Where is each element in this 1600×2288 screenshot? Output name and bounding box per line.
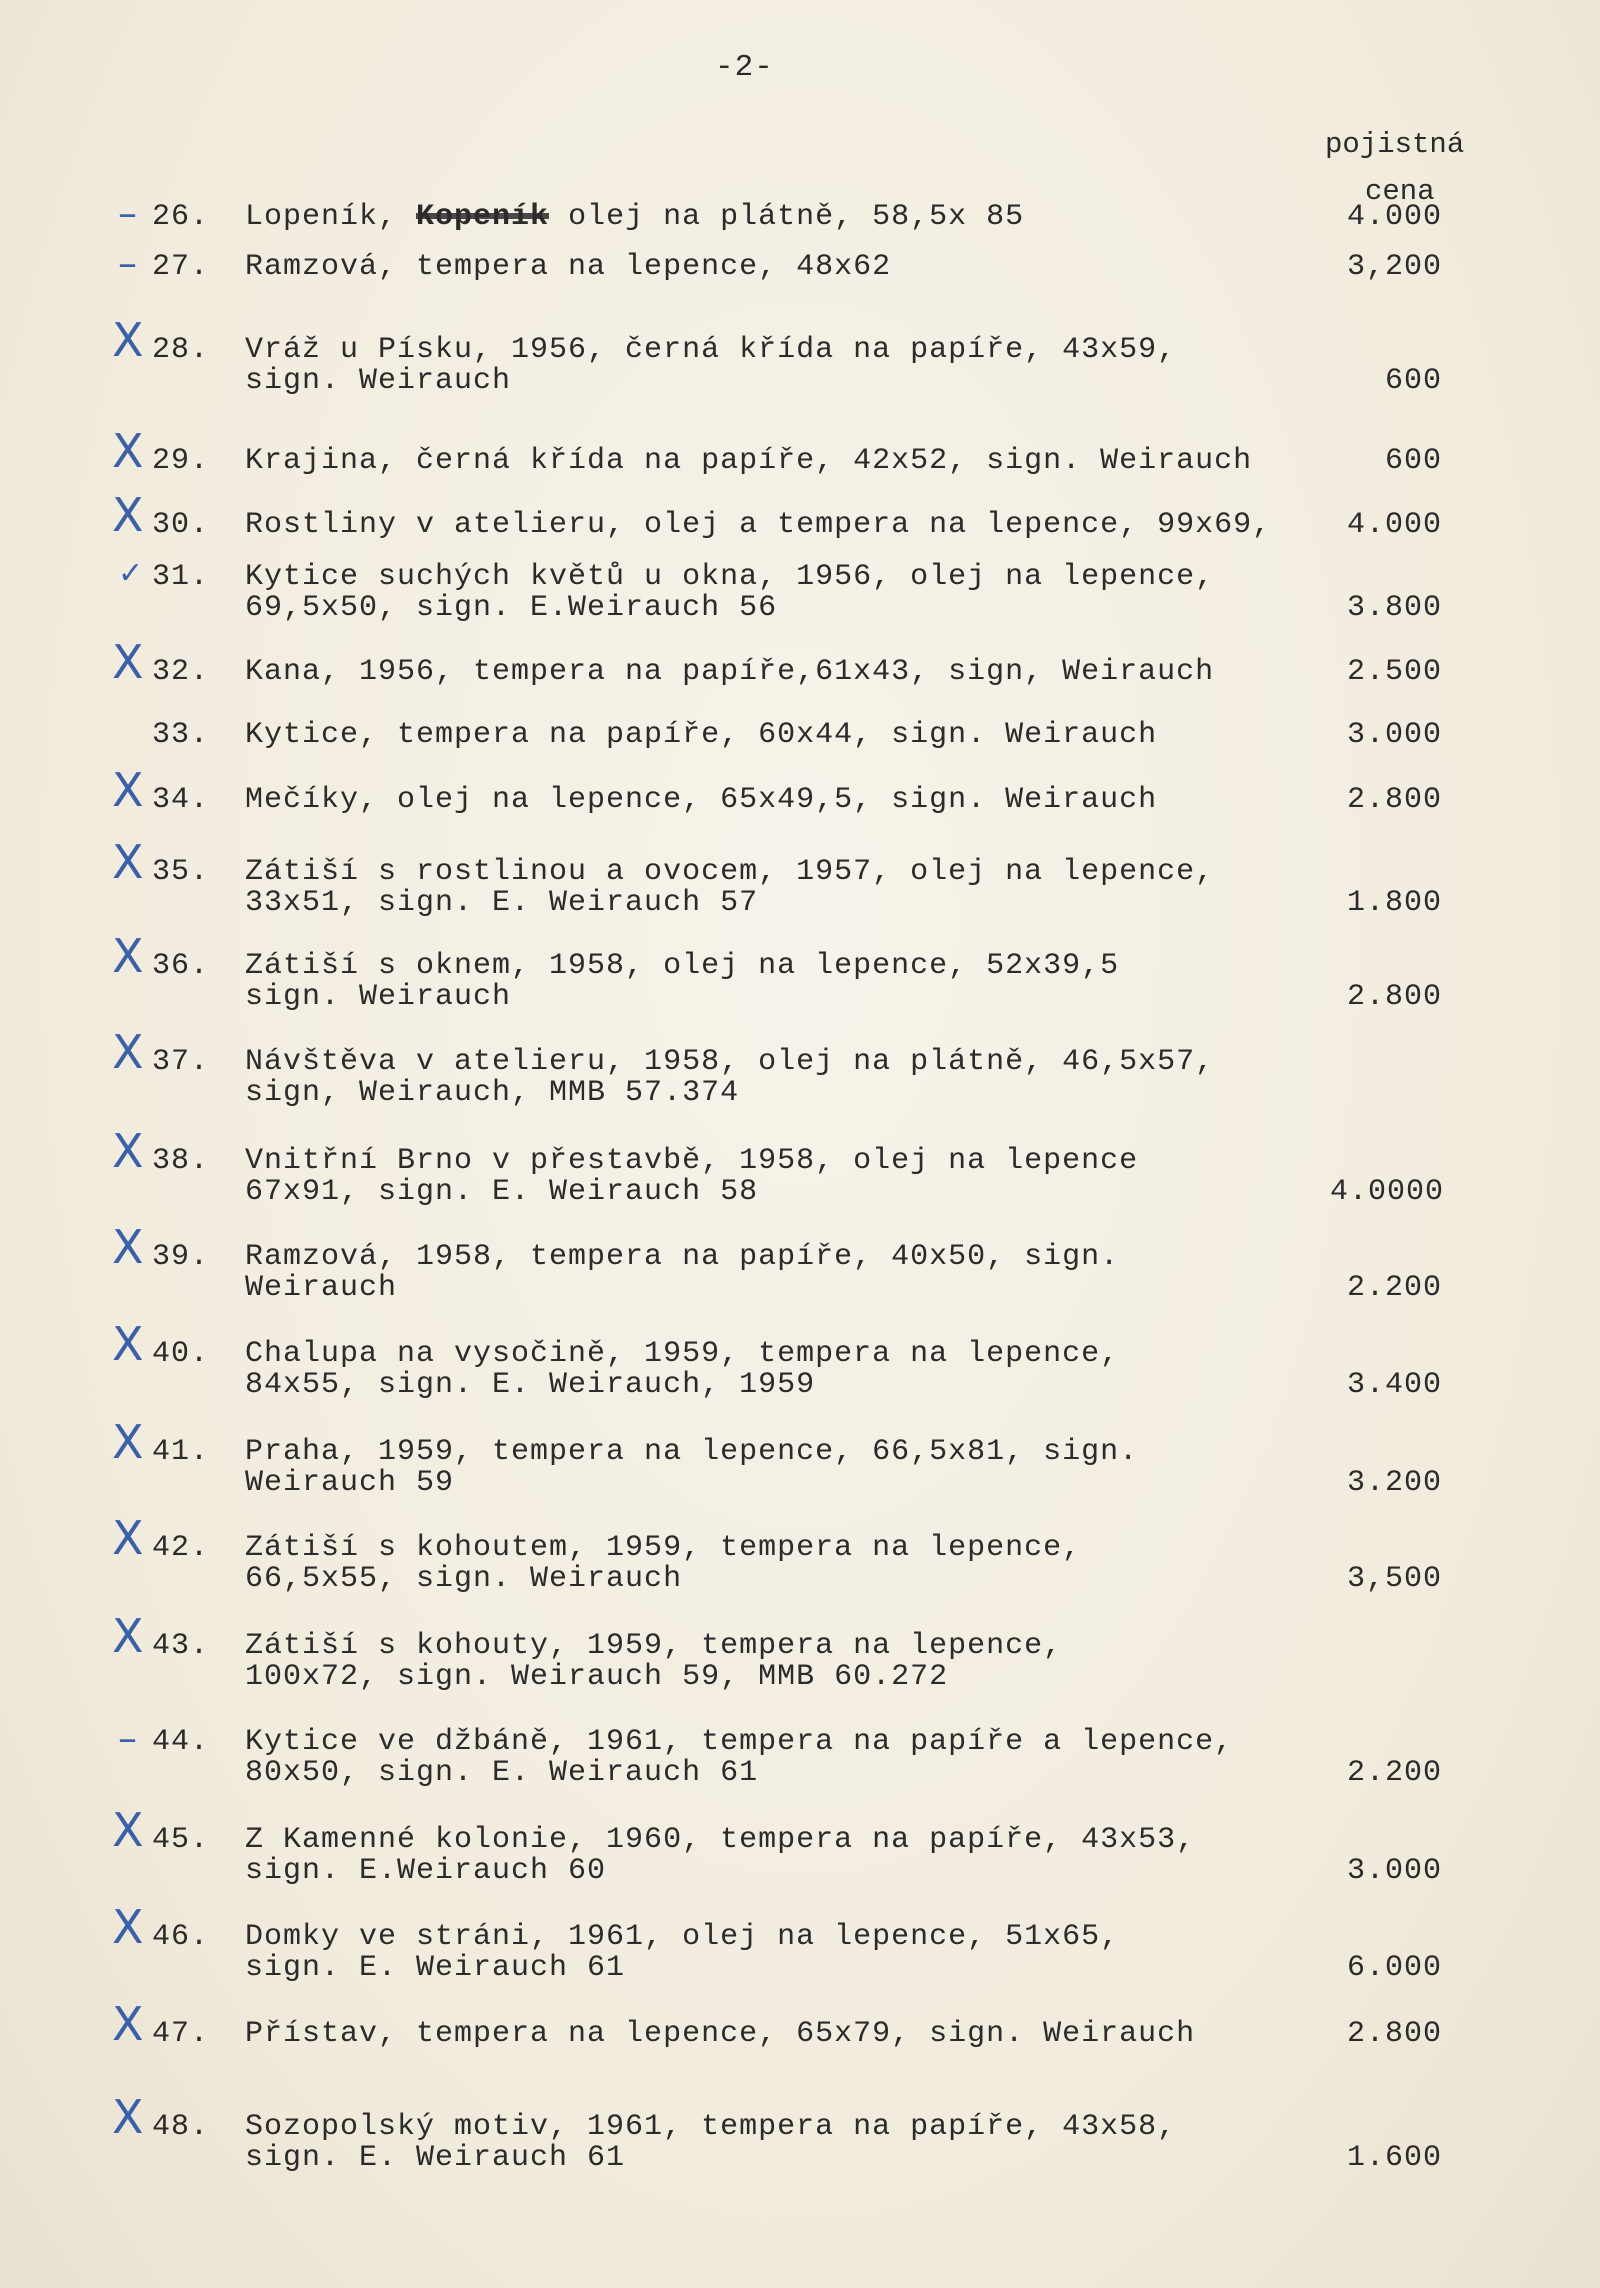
insurance-price: 2.800 [1346, 980, 1442, 1014]
item-number: 44. [152, 1725, 210, 1759]
insurance-price: 600 [1384, 444, 1442, 478]
handwritten-mark: X [112, 635, 145, 689]
item-number: 31. [152, 560, 210, 594]
item-number: 34. [152, 783, 210, 817]
item-number: 37. [152, 1045, 210, 1079]
description-line-1: Návštěva v atelieru, 1958, olej na plátně, 46,5x57, [245, 1045, 1215, 1079]
insurance-price: 2.200 [1346, 1756, 1442, 1790]
item-description [245, 510, 1271, 541]
item-number: 41. [152, 1435, 210, 1469]
description-line-1: Kytice, tempera na papíře, 60x44, sign. Weirauch [245, 718, 1158, 752]
item-number: 32. [152, 655, 210, 689]
insurance-price: 3.000 [1346, 1854, 1442, 1888]
description-line-1: Sozopolský motiv, 1961, tempera na papíře, 43x58, [245, 2110, 1177, 2144]
item-description [245, 785, 1157, 816]
description-line-2: sign. E.Weirauch 60 [245, 1854, 607, 1888]
description-line-1: Zátiší s rostlinou a ovocem, 1957, olej na lepence, [245, 855, 1215, 889]
handwritten-mark: X [112, 313, 145, 367]
item-number: 45. [152, 1823, 210, 1857]
item-description [245, 1047, 1214, 1109]
description-line-1: Kana, 1956, tempera na papíře,61x43, sign, Weirauch [245, 655, 1215, 689]
description-line-1: Lopeník, olej na plátně, 58,5x 85 [245, 200, 1025, 234]
price-column-header-cena: cena [1365, 175, 1435, 208]
handwritten-mark: X [112, 1803, 145, 1857]
insurance-price: 3.000 [1346, 718, 1442, 752]
description-line-2: sign. Weirauch [245, 364, 512, 398]
insurance-price: 2.800 [1346, 2017, 1442, 2051]
description-line-1: Domky ve stráni, 1961, olej na lepence, 51x65, [245, 1920, 1120, 1954]
handwritten-mark: ✓ [118, 556, 145, 591]
item-description [245, 252, 891, 283]
item-number: 35. [152, 855, 210, 889]
item-number: 47. [152, 2017, 210, 2051]
item-description [245, 1533, 1081, 1595]
insurance-price: 3.400 [1346, 1368, 1442, 1402]
description-line-2: 67x91, sign. E. Weirauch 58 [245, 1175, 759, 1209]
item-description [245, 562, 1214, 624]
insurance-price: 3.800 [1346, 591, 1442, 625]
description-line-1: Rostliny v atelieru, olej a tempera na lepence, 99x69, [245, 508, 1272, 542]
description-line-1: Zátiší s kohouty, 1959, tempera na lepence, [245, 1629, 1063, 1663]
description-line-2: sign. Weirauch [245, 980, 512, 1014]
description-line-1: Ramzová, 1958, tempera na papíře, 40x50, sign. [245, 1240, 1120, 1274]
description-line-2: Weirauch 59 [245, 1466, 455, 1500]
handwritten-mark: X [112, 1025, 145, 1079]
handwritten-mark: X [112, 835, 145, 889]
item-number: 40. [152, 1337, 210, 1371]
item-description [245, 2112, 1176, 2174]
item-number: 26. [152, 200, 210, 234]
handwritten-mark: X [112, 1415, 145, 1469]
item-number: 38. [152, 1144, 210, 1178]
item-description [245, 1825, 1195, 1887]
insurance-price: 600 [1384, 364, 1442, 398]
item-description [245, 657, 1214, 688]
handwritten-mark: X [112, 763, 145, 817]
item-number: 36. [152, 949, 210, 983]
insurance-price: 4.000 [1346, 200, 1442, 234]
description-line-1: Krajina, černá křída na papíře, 42x52, sign. Weirauch [245, 444, 1253, 478]
description-line-1: Vráž u Písku, 1956, černá křída na papíře, 43x59, [245, 333, 1177, 367]
item-number: 30. [152, 508, 210, 542]
description-line-2: 84x55, sign. E. Weirauch, 1959 [245, 1368, 816, 1402]
insurance-price: 2.500 [1346, 655, 1442, 689]
description-line-1: Zátiší s kohoutem, 1959, tempera na lepence, [245, 1531, 1082, 1565]
struck-out-word [416, 200, 549, 234]
item-description [245, 720, 1157, 751]
item-description [245, 1727, 1233, 1789]
item-description [245, 2019, 1195, 2050]
insurance-price: 3,500 [1346, 1562, 1442, 1596]
handwritten-mark: – [118, 241, 138, 285]
insurance-price: 1.800 [1346, 886, 1442, 920]
handwritten-mark: – [118, 1716, 138, 1760]
insurance-price: 4.0000 [1330, 1175, 1445, 1209]
description-line-2: 33x51, sign. E. Weirauch 57 [245, 886, 759, 920]
item-description [245, 1437, 1138, 1499]
handwritten-mark: X [112, 1997, 145, 2051]
insurance-price: 6.000 [1346, 1951, 1442, 1985]
description-line-2: sign. E. Weirauch 61 [245, 2141, 626, 2175]
insurance-price: 2.800 [1346, 783, 1442, 817]
insurance-price: 3.200 [1346, 1466, 1442, 1500]
insurance-price: 4.000 [1346, 508, 1442, 542]
item-number: 43. [152, 1629, 210, 1663]
handwritten-mark: X [112, 424, 145, 478]
handwritten-mark: X [112, 1317, 145, 1371]
description-line-2: sign. E. Weirauch 61 [245, 1951, 626, 1985]
item-description [245, 1631, 1062, 1693]
handwritten-mark: X [112, 1609, 145, 1663]
handwritten-mark: X [112, 1511, 145, 1565]
item-number: 27. [152, 250, 210, 284]
description-line-2: 66,5x55, sign. Weirauch [245, 1562, 683, 1596]
item-description [245, 1242, 1119, 1304]
handwritten-mark: X [112, 1900, 145, 1954]
description-line-1: Kytice ve džbáně, 1961, tempera na papíře a lepence, [245, 1725, 1234, 1759]
insurance-price: 2.200 [1346, 1271, 1442, 1305]
description-line-2: Weirauch [245, 1271, 398, 1305]
item-description [245, 1339, 1119, 1401]
item-description [245, 1922, 1119, 1984]
description-line-2: 100x72, sign. Weirauch 59, MMB 60.272 [245, 1660, 949, 1694]
description-line-2: 69,5x50, sign. E.Weirauch 56 [245, 591, 778, 625]
handwritten-mark: – [118, 191, 138, 235]
description-line-1: Chalupa na vysočině, 1959, tempera na lepence, [245, 1337, 1120, 1371]
description-line-1: Kytice suchých květů u okna, 1956, olej na lepence, [245, 560, 1215, 594]
insurance-price: 1.600 [1346, 2141, 1442, 2175]
handwritten-mark: X [112, 929, 145, 983]
handwritten-mark: X [112, 2090, 145, 2144]
item-description [245, 202, 1024, 233]
item-number: 42. [152, 1531, 210, 1565]
item-description [245, 857, 1214, 919]
item-description [245, 335, 1176, 397]
description-line-2: 80x50, sign. E. Weirauch 61 [245, 1756, 759, 1790]
description-line-2: sign, Weirauch, MMB 57.374 [245, 1076, 740, 1110]
item-description [245, 951, 1119, 1013]
item-number: 46. [152, 1920, 210, 1954]
item-number: 29. [152, 444, 210, 478]
description-line-1: Z Kamenné kolonie, 1960, tempera na papíře, 43x53, [245, 1823, 1196, 1857]
item-number: 33. [152, 718, 210, 752]
description-line-1: Vnitřní Brno v přestavbě, 1958, olej na lepence [245, 1144, 1139, 1178]
item-number: 39. [152, 1240, 210, 1274]
item-number: 28. [152, 333, 210, 367]
description-line-1: Mečíky, olej na lepence, 65x49,5, sign. Weirauch [245, 783, 1158, 817]
page-number: -2- [715, 50, 774, 85]
description-line-1: Praha, 1959, tempera na lepence, 66,5x81, sign. [245, 1435, 1139, 1469]
handwritten-mark: X [112, 1124, 145, 1178]
price-column-header: pojistná [1325, 128, 1465, 161]
handwritten-mark: X [112, 1220, 145, 1274]
handwritten-mark: X [112, 488, 145, 542]
description-line-1: Zátiší s oknem, 1958, olej na lepence, 52x39,5 [245, 949, 1120, 983]
description-line-1: Přístav, tempera na lepence, 65x79, sign. Weirauch [245, 2017, 1196, 2051]
description-line-1: Ramzová, tempera na lepence, 48x62 [245, 250, 892, 284]
insurance-price: 3,200 [1346, 250, 1442, 284]
item-number: 48. [152, 2110, 210, 2144]
item-description [245, 446, 1252, 477]
item-description [245, 1146, 1138, 1208]
